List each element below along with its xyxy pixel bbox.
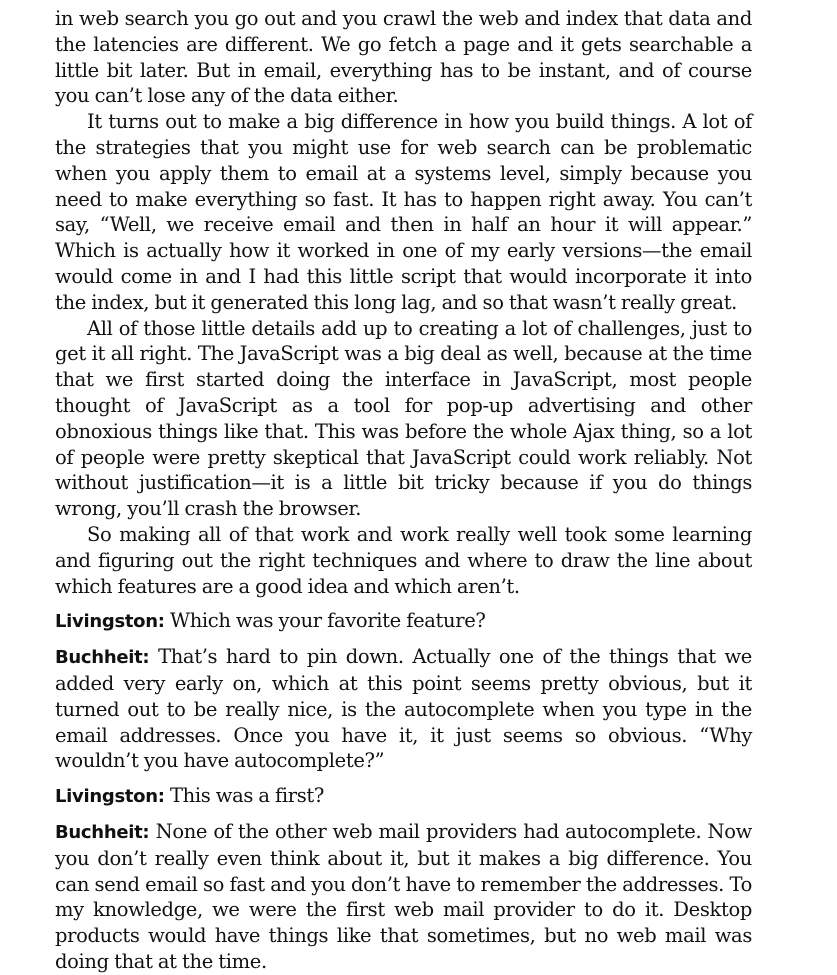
- speaker-label: Buchheit:: [55, 647, 150, 669]
- dialogue-text: This was a first?: [170, 784, 324, 808]
- speaker-label: Livingston:: [55, 611, 165, 633]
- question-favorite-feature: [55, 608, 752, 635]
- speaker-label: Livingston:: [55, 786, 165, 808]
- paragraph-continuation: in web search you go out and you crawl the web and index that data and the latencies are different. We go fetch a page and it gets searchable a little bit later. But in email, everything has to be instant, and of course you can’t lose any of the data either.: [55, 7, 752, 108]
- question-first: [55, 783, 752, 810]
- paragraph-learning: So making all of that work and work really well took some learning and figuring out the right techniques and where to draw the line about which features are a good idea and which aren’t.: [55, 522, 752, 598]
- dialogue-text: That’s hard to pin down. Actually one of the things that we added very early on, which at this point seems pretty obvious, but it turned out to be really nice, is the autocomplete when you type in the email addresses. Once you have it, it just seems so obvious. “Why wouldn’t you have autocomplete?”: [55, 645, 752, 773]
- book-page: [55, 6, 752, 975]
- paragraph-systems: It turns out to make a big difference in how you build things. A lot of the strategies that you might use for web search can be problematic when you apply them to email at a systems level, simply because you need to make everything so fast. It has to happen right away. You can’t say, “Well, we receive email and then in half an hour it will appear.” Which is actually how it worked in one of my early versions—the email would come in and I had this little script that would incorporate it into the index, but it generated this long lag, and so that wasn’t really great.: [55, 110, 752, 314]
- paragraph-javascript: All of those little details add up to creating a lot of challenges, just to get it all right. The JavaScript was a big deal as well, because at the time that we first started doing the interface in JavaScript, most people thought of JavaScript as a tool for pop-up advertising and other obnoxious things like that. This was before the whole Ajax thing, so a lot of people were pretty skeptical that JavaScript could work reliably. Not without justification—it is a little bit tricky because if you do things wrong, you’ll crash the browser.: [55, 316, 752, 521]
- dialogue-text: None of the other web mail providers had autocomplete. Now you don’t really even think about it, but it makes a big difference. You can send email so fast and you don’t have to remember the addresses. To my knowledge, we were the first web mail provider to do it. Desktop products would have things like that sometimes, but no web mail was doing that at the time.: [55, 819, 753, 973]
- answer-autocomplete: [55, 644, 752, 774]
- answer-web-mail-providers: [55, 819, 752, 975]
- speaker-label: Buchheit:: [55, 821, 150, 843]
- dialogue-text: Which was your favorite feature?: [170, 609, 486, 633]
